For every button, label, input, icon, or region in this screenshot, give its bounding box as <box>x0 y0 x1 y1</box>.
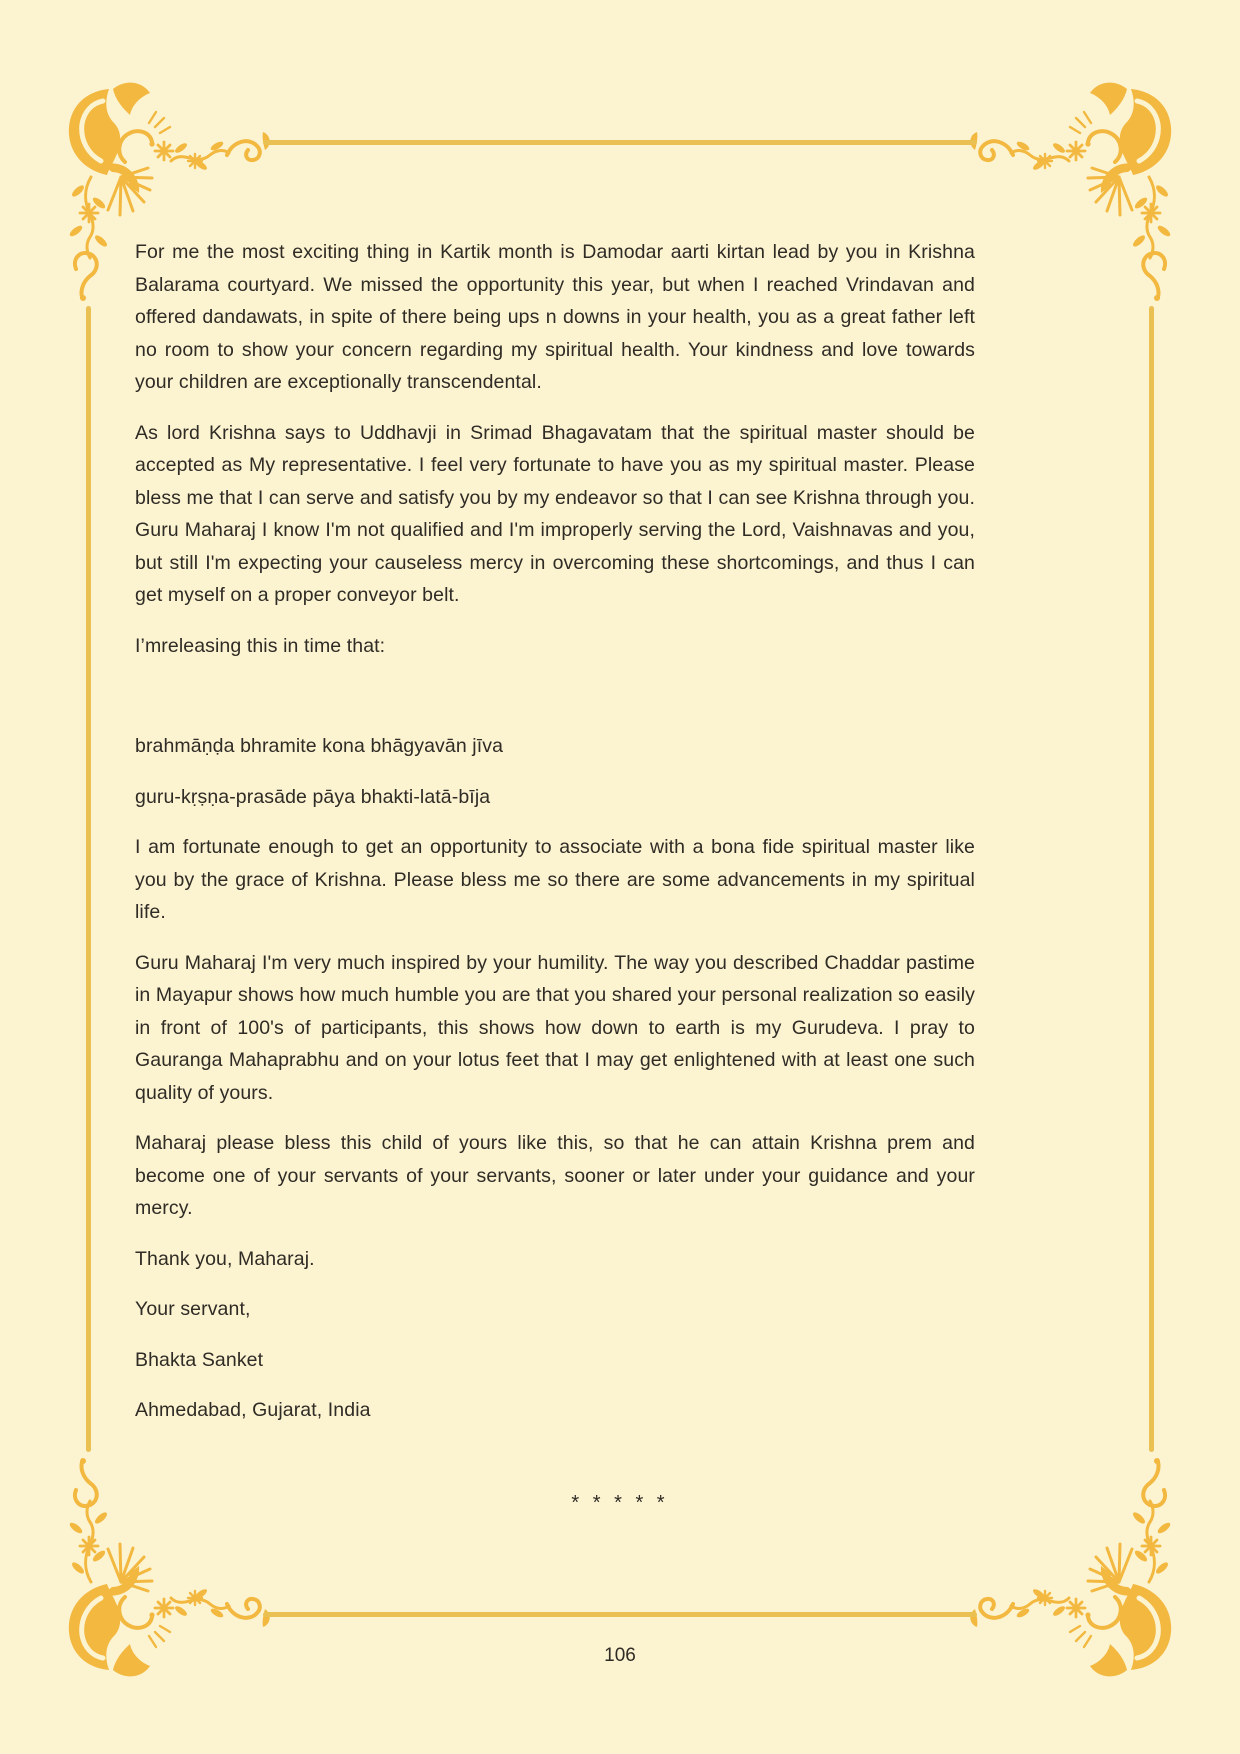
letter-paragraph: guru-kṛṣṇa-prasāde pāya bhakti-latā-bīja <box>135 785 491 808</box>
page-number: 106 <box>604 1645 636 1666</box>
border-line-left <box>86 306 91 1452</box>
letter-paragraph: Thank you, Maharaj. <box>135 1247 315 1270</box>
letter-paragraph: Maharaj please bless this child of yours like this, so that he can attain Krishna prem and become one of your servants of your servants, sooner or later under your guidance and your mercy. <box>135 1132 975 1219</box>
letter-paragraph: Your servant, <box>135 1298 251 1320</box>
letter-paragraph: brahmāṇḍa bhramite kona bhāgyavān jīva <box>135 735 504 757</box>
letter-paragraph: Guru Maharaj I'm very much inspired by your humility. The way you described Chaddar pastime in Mayapur shows how much humble you are that you shared your personal realization so easily in front of 100's of participants, this shows how down to earth is my Gurudeva. I pray to Gauranga Mahaprabhu and on your lotus feet that I may get enlightened with at least one such quality of yours. <box>135 951 975 1104</box>
section-separator: * * * * * <box>571 1492 669 1514</box>
letter-paragraph: I am fortunate enough to get an opportunity to associate with a bona fide spiritual master like you by the grace of Krishna. Please bless me so there are some advancements in my spiritual life. <box>135 836 975 923</box>
letter-paragraph: I’mreleasing this in time that: <box>135 634 386 657</box>
letter-content <box>135 236 975 1445</box>
border-line-bottom <box>263 1612 977 1617</box>
letter-paragraph: As lord Krishna says to Uddhavji in Srimad Bhagavatam that the spiritual master should be accepted as My representative. I feel very fortunate to have you as my spiritual master. Please bless me that I can serve and satisfy you by my endeavor so that I can see Krishna through you. Guru Maharaj I know I'm not qualified and I'm improperly serving the Lord, Vaishnavas and you, but still I'm expecting your causeless mercy in overcoming these shortcomings, and thus I can get myself on a proper conveyor belt. <box>135 421 975 606</box>
floral-corner-icon <box>967 65 1177 305</box>
letter-paragraph: Ahmedabad, Gujarat, India <box>135 1399 371 1421</box>
border-line-right <box>1149 306 1154 1452</box>
border-line-top <box>263 140 977 145</box>
letter-blank-line <box>135 680 975 712</box>
letter-paragraph: For me the most exciting thing in Kartik month is Damodar aarti kirtan lead by you in Krishna Balarama courtyard. We missed the opportunity this year, but when I reached Vrindavan and offered dandawats, in spite of there being ups n downs in your health, you as a great father left no room to show your concern regarding my spiritual health. Your kindness and love towards your children are exceptionally transcendental. <box>135 241 975 393</box>
letter-paragraph: Bhakta Sanket <box>135 1348 264 1371</box>
